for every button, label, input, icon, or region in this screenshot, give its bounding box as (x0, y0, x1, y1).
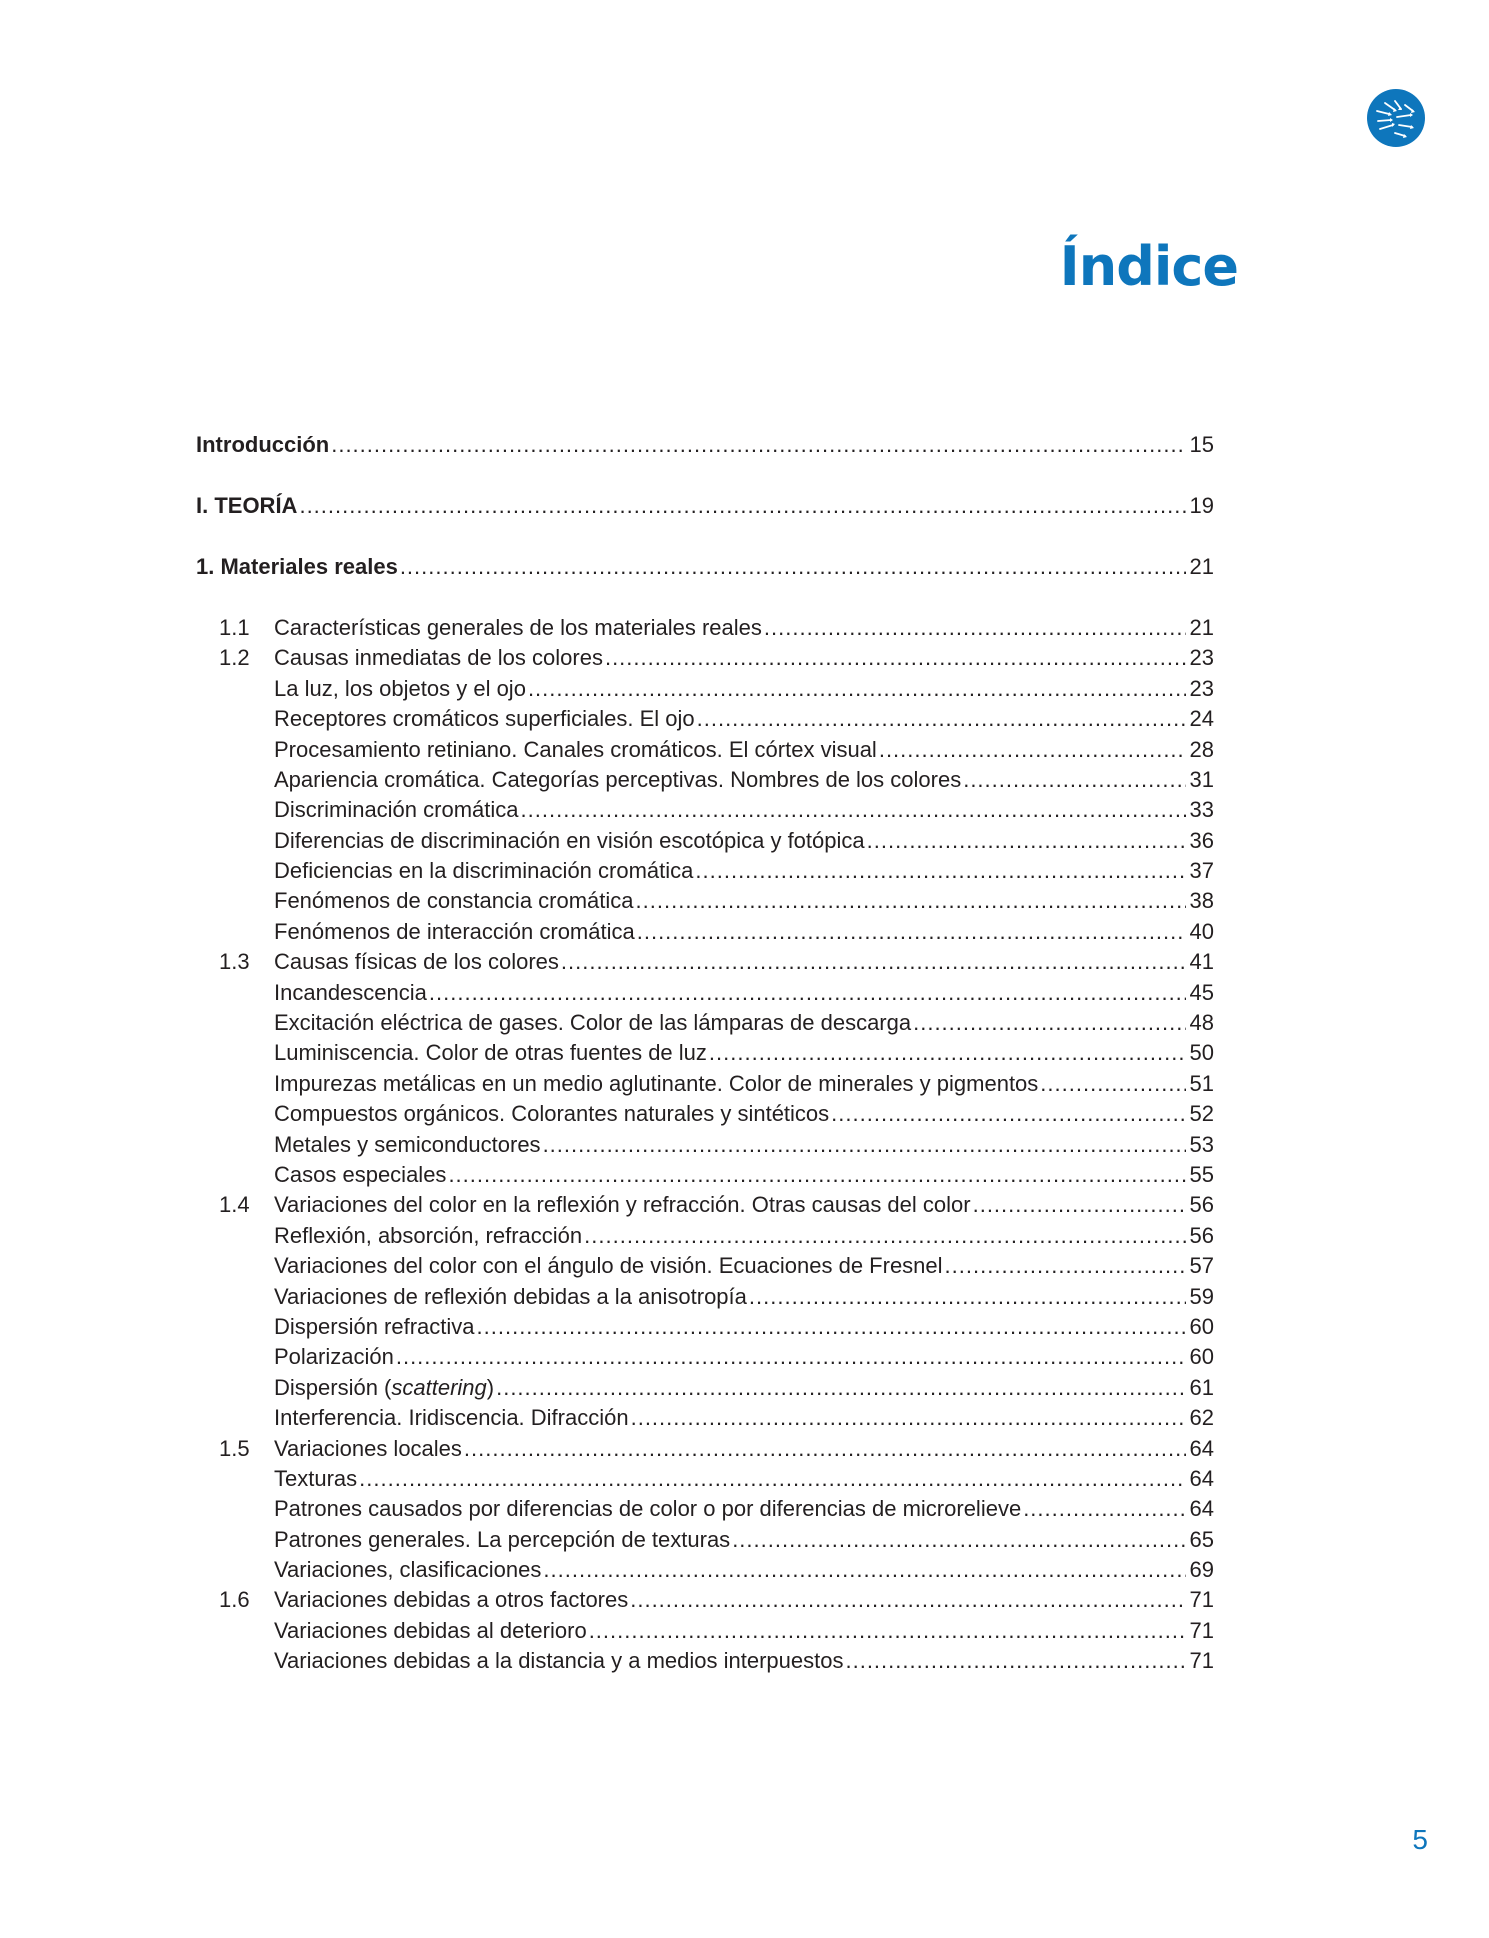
toc-entry (196, 674, 1214, 704)
toc-entry-label-italic: scattering (391, 1374, 487, 1400)
toc-dot-leader (561, 947, 1186, 977)
toc-dot-leader (521, 795, 1186, 825)
toc-entry-label: Impurezas metálicas en un medio aglutinante. Color de minerales y pigmentos (274, 1070, 1039, 1096)
toc-page-number: 71 (1189, 1617, 1214, 1643)
toc-dot-leader (448, 1160, 1185, 1190)
toc-entry (196, 1069, 1214, 1099)
toc-entry-label: Incandescencia (274, 979, 427, 1005)
toc-entry (196, 1221, 1214, 1251)
toc-entry-label: Fenómenos de interacción cromática (274, 918, 635, 944)
toc-entry (196, 491, 1214, 521)
toc-dot-leader (709, 1038, 1186, 1068)
toc-entry (196, 704, 1214, 734)
toc-entry (196, 1130, 1214, 1160)
toc-entry-label: I. TEORÍA (196, 492, 298, 518)
toc-entry-label: Metales y semiconductores (274, 1131, 541, 1157)
toc-entry (196, 795, 1214, 825)
toc-section-number: 1.6 (219, 1587, 250, 1613)
toc-entry (196, 1190, 1214, 1220)
toc-entry-label: Texturas (274, 1465, 358, 1491)
toc-page-number: 65 (1189, 1526, 1214, 1552)
toc-entry-label: Excitación eléctrica de gases. Color de las lámparas de descarga (274, 1010, 912, 1036)
toc-section-number: 1.4 (219, 1192, 250, 1218)
toc-page-number: 19 (1189, 492, 1214, 518)
toc-dot-leader (636, 886, 1186, 916)
toc-section-number: 1.2 (219, 645, 250, 671)
toc-entry-label: La luz, los objetos y el ojo (274, 675, 526, 701)
toc-entry-label: Interferencia. Iridiscencia. Difracción (274, 1405, 629, 1431)
toc-entry (196, 1342, 1214, 1372)
toc-page-number: 36 (1189, 827, 1214, 853)
toc-entry-label: Dispersión refractiva (274, 1313, 475, 1339)
toc-dot-leader (973, 1190, 1186, 1220)
toc-entry (196, 1008, 1214, 1038)
toc-entry-label: Introducción (196, 432, 330, 457)
toc-dot-leader (945, 1251, 1186, 1281)
toc-entry-label: Casos especiales (274, 1161, 447, 1187)
toc-entry-label: Reflexión, absorción, refracción (274, 1222, 583, 1248)
toc-entry (196, 1646, 1214, 1676)
toc-dot-leader (299, 491, 1185, 521)
toc-dot-leader (528, 674, 1186, 704)
toc-entry (196, 856, 1214, 886)
toc-entry (196, 1585, 1214, 1615)
toc-page-number: 60 (1189, 1344, 1214, 1370)
toc-page-number: 45 (1189, 979, 1214, 1005)
toc-dot-leader (697, 704, 1186, 734)
toc-dot-leader (913, 1008, 1185, 1038)
toc-entry-label: Variaciones del color en la reflexión y refracción. Otras causas del color (274, 1192, 971, 1218)
toc-entry-label (196, 1373, 494, 1403)
toc-entry (196, 430, 1214, 460)
toc-dot-leader (331, 430, 1185, 460)
toc-dot-leader (732, 1525, 1185, 1555)
page-title: Índice (1059, 235, 1238, 298)
toc-dot-leader (605, 643, 1186, 673)
toc-page-number: 48 (1189, 1010, 1214, 1036)
toc-entry-label: Polarización (274, 1344, 394, 1370)
toc-dot-leader (359, 1464, 1185, 1494)
toc-entry (196, 1616, 1214, 1646)
toc-page-number: 37 (1189, 858, 1214, 884)
toc-dot-leader (496, 1373, 1185, 1403)
toc-entry (196, 1251, 1214, 1281)
toc-entry (196, 552, 1214, 582)
toc-page-number: 51 (1189, 1070, 1214, 1096)
toc-entry (196, 1373, 1214, 1403)
toc-entry-label: Deficiencias en la discriminación cromática (274, 858, 694, 884)
toc-page-number: 55 (1189, 1161, 1214, 1187)
toc-page-number: 38 (1189, 888, 1214, 914)
toc-entry-label: Variaciones locales (274, 1435, 462, 1461)
toc-entry-label: Receptores cromáticos superficiales. El ojo (274, 706, 695, 732)
toc-entry (196, 1282, 1214, 1312)
toc-entry (196, 1312, 1214, 1342)
toc-entry-label: Variaciones debidas al deterioro (274, 1617, 587, 1643)
toc-page-number: 61 (1189, 1374, 1214, 1400)
toc-dot-leader (845, 1646, 1185, 1676)
toc-dot-leader (867, 826, 1186, 856)
toc-dot-leader (464, 1434, 1186, 1464)
toc-dot-leader (543, 1130, 1186, 1160)
toc-entry (196, 613, 1214, 643)
toc-entry-label: Variaciones del color con el ángulo de visión. Ecuaciones de Fresnel (274, 1253, 943, 1279)
toc-entry-label-part: Dispersión ( (274, 1374, 392, 1400)
toc-entry-label: Causas físicas de los colores (274, 949, 559, 975)
toc-page-number: 64 (1189, 1496, 1214, 1522)
toc-entry (196, 1038, 1214, 1068)
toc-entry-label: Variaciones debidas a la distancia y a medios interpuestos (274, 1648, 844, 1674)
toc-entry (196, 826, 1214, 856)
toc-entry (196, 1555, 1214, 1585)
toc-entry (196, 886, 1214, 916)
toc-entry-label: Causas inmediatas de los colores (274, 645, 603, 671)
toc-entry (196, 735, 1214, 765)
toc-entry (196, 643, 1214, 673)
toc-page-number: 21 (1189, 553, 1214, 579)
toc-page-number: 57 (1189, 1253, 1214, 1279)
toc-page-number: 23 (1189, 675, 1214, 701)
toc-entry-label: Características generales de los materiales reales (274, 614, 762, 640)
toc-entry-label: Variaciones de reflexión debidas a la anisotropía (274, 1283, 747, 1309)
toc-page-number: 40 (1189, 918, 1214, 944)
arrows-circle-logo-icon (1367, 89, 1425, 147)
toc-entry-label: 1. Materiales reales (196, 553, 398, 579)
toc-entry (196, 1494, 1214, 1524)
toc-page-number: 21 (1189, 614, 1214, 640)
toc-dot-leader (749, 1282, 1186, 1312)
toc-dot-leader (584, 1221, 1185, 1251)
toc-entry (196, 1160, 1214, 1190)
toc-page-number: 62 (1189, 1405, 1214, 1431)
toc-dot-leader (1023, 1494, 1185, 1524)
toc-entry (196, 1099, 1214, 1129)
toc-page-number: 24 (1189, 706, 1214, 732)
toc-entry-label: Apariencia cromática. Categorías perceptivas. Nombres de los colores (274, 766, 962, 792)
page-number: 5 (1412, 1824, 1428, 1855)
toc-entry-label: Discriminación cromática (274, 797, 519, 823)
toc-entry (196, 947, 1214, 977)
toc-entry-label: Luminiscencia. Color de otras fuentes de luz (274, 1040, 707, 1066)
toc-section-number: 1.5 (219, 1435, 250, 1461)
toc-entry (196, 1434, 1214, 1464)
toc-page-number: 31 (1189, 766, 1214, 792)
toc-entry-label: Patrones generales. La percepción de texturas (274, 1526, 731, 1552)
toc-page-number: 52 (1189, 1101, 1214, 1127)
toc-dot-leader (589, 1616, 1186, 1646)
toc-dot-leader (963, 765, 1185, 795)
toc-dot-leader (429, 978, 1186, 1008)
toc-entry (196, 765, 1214, 795)
toc-page-number: 56 (1189, 1222, 1214, 1248)
toc-section-number: 1.3 (219, 949, 250, 975)
toc-page-number: 59 (1189, 1283, 1214, 1309)
toc-page-number: 50 (1189, 1040, 1214, 1066)
toc-dot-leader (630, 1585, 1185, 1615)
toc-entry (196, 1403, 1214, 1433)
toc-dot-leader (1040, 1069, 1185, 1099)
toc-page-number: 71 (1189, 1587, 1214, 1613)
toc-entry-label: Fenómenos de constancia cromática (274, 888, 634, 914)
toc-dot-leader (400, 552, 1186, 582)
toc-page-number: 33 (1189, 797, 1214, 823)
toc-dot-leader (831, 1099, 1185, 1129)
toc-page-number: 23 (1189, 645, 1214, 671)
toc-entry (196, 917, 1214, 947)
toc-page-number: 64 (1189, 1465, 1214, 1491)
toc-entry (196, 978, 1214, 1008)
toc-page-number: 41 (1189, 949, 1214, 975)
toc-dot-leader (637, 917, 1186, 947)
toc-entry-label: Diferencias de discriminación en visión escotópica y fotópica (274, 827, 865, 853)
toc-entry-label: Compuestos orgánicos. Colorantes naturales y sintéticos (274, 1101, 830, 1127)
toc-page-number: 69 (1189, 1557, 1214, 1583)
toc-dot-leader (477, 1312, 1186, 1342)
toc-dot-leader (396, 1342, 1186, 1372)
toc-page-number: 53 (1189, 1131, 1214, 1157)
toc-page-number: 56 (1189, 1192, 1214, 1218)
toc-page-number: 28 (1189, 736, 1214, 762)
toc-entry-label: Variaciones, clasificaciones (274, 1557, 542, 1583)
toc-entry (196, 1464, 1214, 1494)
toc-page-number: 71 (1189, 1648, 1214, 1674)
toc-entry-label: Patrones causados por diferencias de color o por diferencias de microrelieve (274, 1496, 1022, 1522)
toc-dot-leader (695, 856, 1185, 886)
toc-dot-leader (879, 735, 1186, 765)
toc-page-number: 64 (1189, 1435, 1214, 1461)
toc-entry (196, 1525, 1214, 1555)
table-of-contents (196, 430, 1214, 1677)
toc-entry-label-part: ) (486, 1374, 495, 1400)
toc-entry-label: Variaciones debidas a otros factores (274, 1587, 629, 1613)
toc-dot-leader (543, 1555, 1185, 1585)
toc-dot-leader (631, 1403, 1186, 1433)
toc-page-number: 60 (1189, 1313, 1214, 1339)
toc-page-number: 15 (1189, 432, 1214, 457)
toc-entry-label: Procesamiento retiniano. Canales cromáticos. El córtex visual (274, 736, 877, 762)
toc-section-number: 1.1 (219, 614, 250, 640)
toc-dot-leader (764, 613, 1186, 643)
